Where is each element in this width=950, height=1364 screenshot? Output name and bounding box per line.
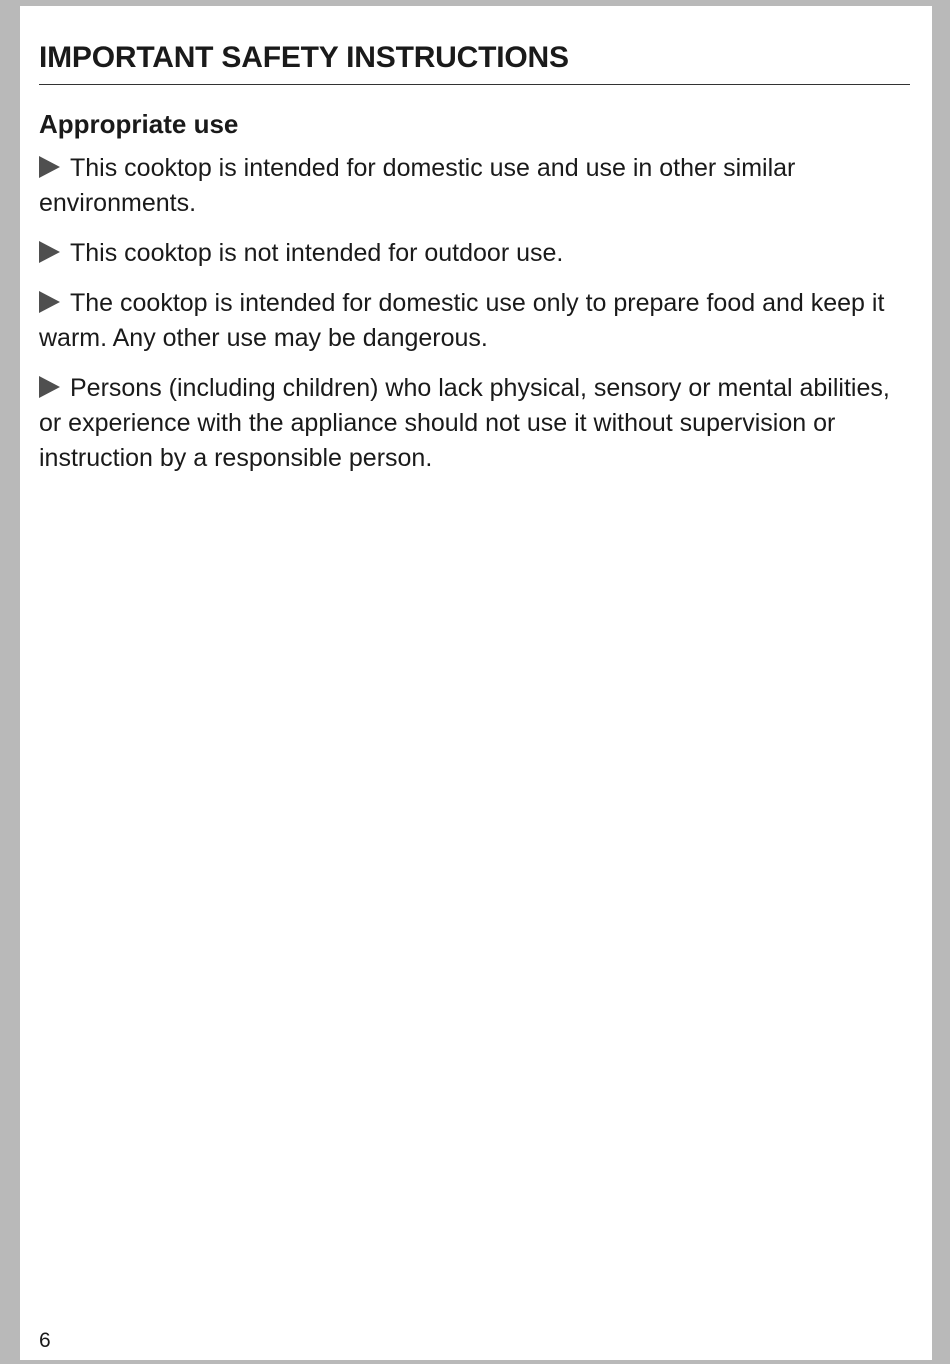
instruction-list <box>39 151 911 476</box>
instruction-item <box>39 151 911 221</box>
instruction-item <box>39 286 911 356</box>
page-number: 6 <box>39 1329 51 1352</box>
page-content <box>39 36 911 491</box>
section-title: Appropriate use <box>39 109 239 139</box>
instruction-text: This cooktop is not intended for outdoor use. <box>70 239 564 267</box>
triangle-right-icon <box>39 376 60 398</box>
instruction-item <box>39 236 911 271</box>
instruction-text: This cooktop is intended for domestic use and use in other similar environments. <box>39 154 796 217</box>
instruction-item <box>39 371 911 476</box>
instruction-text: The cooktop is intended for domestic use only to prepare food and keep it warm. Any other use may be dangerous. <box>39 289 885 352</box>
triangle-right-icon <box>39 156 60 178</box>
page-title: IMPORTANT SAFETY INSTRUCTIONS <box>39 41 569 74</box>
title-divider <box>39 84 910 85</box>
instruction-text: Persons (including children) who lack physical, sensory or mental abilities, or experience with the appliance should not use it without supervision or instruction by a responsible person. <box>39 374 890 472</box>
triangle-right-icon <box>39 241 60 263</box>
triangle-right-icon <box>39 291 60 313</box>
